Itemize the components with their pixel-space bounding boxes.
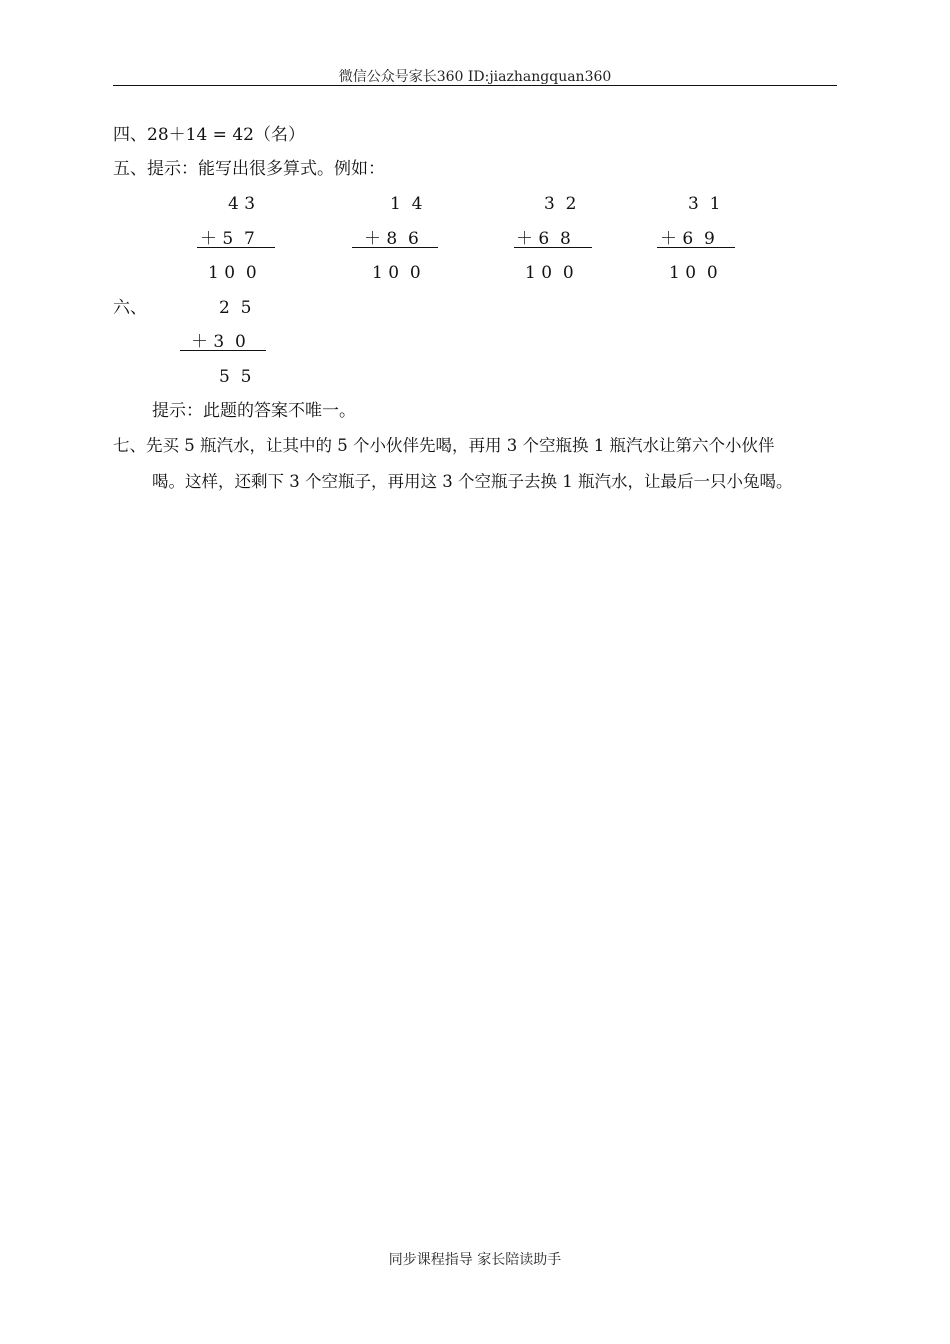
header-divider bbox=[113, 85, 837, 86]
q5-example-4-addend-bottom: ＋ 6 9 bbox=[660, 229, 715, 249]
q6-addend-top: 2 5 bbox=[219, 298, 252, 318]
q5-example-3-sum-line bbox=[514, 247, 592, 248]
q5-example-3-result: 1 0 0 bbox=[525, 263, 574, 283]
q5-example-1-addend-top: 4 3 bbox=[228, 194, 256, 214]
q5-example-2-sum-line bbox=[352, 247, 438, 248]
q6-sum-line bbox=[180, 350, 266, 351]
q5-example-2-addend-top: 1 4 bbox=[390, 194, 423, 214]
answer-q6-label: 六、 bbox=[113, 298, 147, 318]
q5-example-3-addend-bottom: ＋ 6 8 bbox=[516, 229, 571, 249]
page-footer: 同步课程指导 家长陪读助手 bbox=[388, 1252, 562, 1268]
answer-q5-hint: 五、提示：能写出很多算式。例如： bbox=[113, 159, 385, 179]
q5-example-4-result: 1 0 0 bbox=[669, 263, 718, 283]
answer-q7-line-2: 喝。这样，还剩下 3 个空瓶子，再用这 3 个空瓶子去换 1 瓶汽水，让最后一只小兔喝。 bbox=[152, 472, 793, 491]
q5-example-1-result: 1 0 0 bbox=[208, 263, 257, 283]
page-header: 微信公众号家长360 ID:jiazhangquan360 bbox=[338, 69, 612, 85]
answer-q4: 四、28＋14 = 42（名） bbox=[113, 125, 305, 145]
q5-example-2-addend-bottom: ＋ 8 6 bbox=[364, 229, 419, 249]
q5-example-3-addend-top: 3 2 bbox=[544, 194, 577, 214]
q5-example-4-addend-top: 3 1 bbox=[688, 194, 721, 214]
q5-example-2-result: 1 0 0 bbox=[372, 263, 421, 283]
q5-example-4-sum-line bbox=[657, 247, 735, 248]
q6-addend-bottom: ＋ 3 0 bbox=[191, 332, 246, 352]
answer-q6-hint: 提示：此题的答案不唯一。 bbox=[152, 401, 356, 421]
q5-example-1-addend-bottom: ＋ 5 7 bbox=[200, 229, 255, 249]
q6-result: 5 5 bbox=[219, 367, 252, 387]
answer-q7-line-1: 七、先买 5 瓶汽水，让其中的 5 个小伙伴先喝，再用 3 个空瓶换 1 瓶汽水让第六个小伙伴 bbox=[113, 436, 775, 455]
q5-example-1-sum-line bbox=[197, 247, 275, 248]
